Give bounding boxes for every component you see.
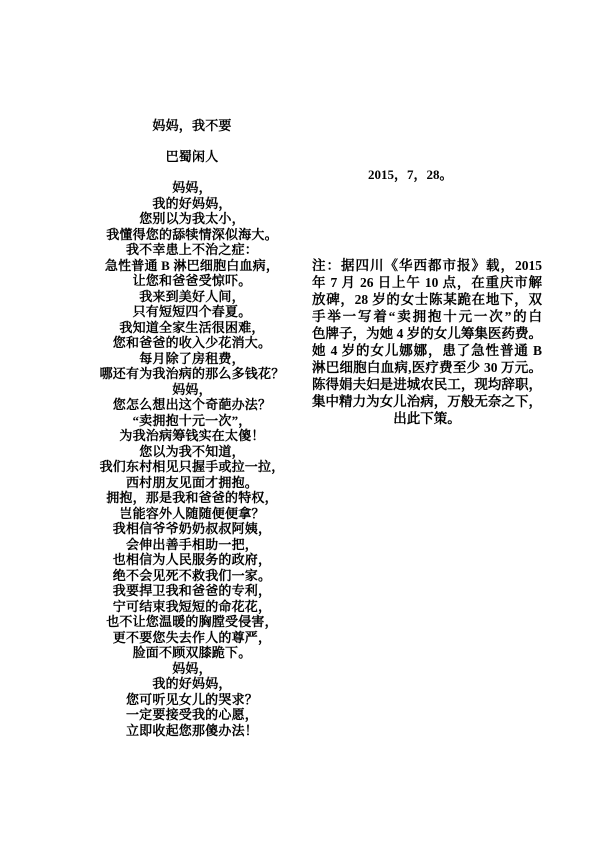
poem-line: 一定要接受我的心愿， [125,707,258,722]
note-paragraph [312,257,542,427]
poem-line: 我们东村相见只握手或拉一拉， [99,459,285,474]
poem-line: 我不幸患上不治之症： [125,242,258,257]
poem-line: 哪还有为我治病的那么多钱花？ [99,366,285,381]
poem-line: 我的好妈妈， [152,195,232,211]
note-line: 陈得娟夫妇是进城农民工，现均辞职， [312,377,542,392]
note-line: 手举一写着“卖拥抱十元一次”的白 [312,309,542,324]
poem-title: 妈妈，我不要 [152,118,232,133]
poem-line: 您以为我不知道， [139,443,245,459]
poem-line: 您别以为我太小， [139,211,245,226]
poem-column [60,118,324,738]
poem-line: 更不要您失去作人的尊严， [112,629,272,645]
poem-line: 只有短短四个春夏。 [132,304,252,319]
poem-line: 妈妈， [172,381,212,397]
note-line: 出此下策。 [393,411,461,426]
poem-line: 也相信为人民服务的政府， [112,552,272,567]
note-line: 年 7 月 26 日上午 10 点，在重庆市解 [312,275,542,290]
poem-line: 急性普通 B 淋巴细胞白血病， [104,257,280,273]
poem-line: 我懂得您的舔犊情深似海大。 [106,226,278,242]
note-line: 她 4 岁的女儿娜娜，患了急性普通 B [312,343,542,358]
poem-author: 巴蜀闲人 [165,149,219,164]
poem-line: 您和爸爸的收入少花消大。 [112,335,272,350]
poem-line: 也不让您温暖的胸膛受侵害， [106,614,278,629]
note-line: 注：据四川《华西都市报》载，2015 [312,258,542,273]
poem-line: 我知道全家生活很困难， [119,319,265,335]
poem-date: 2015，7，28。 [368,167,453,182]
poem-line: 会伸出善手相助一把， [125,536,258,552]
poem-line: 为我治病筹钱实在太傻！ [119,428,265,443]
poem-line: 岂能容外人随随便便拿？ [119,505,265,521]
poem-line: 让您和爸爸受惊吓。 [132,273,252,288]
poem-line: 妈妈， [172,180,212,195]
poem-line: 您可听见女儿的哭求？ [125,691,258,707]
poem-line: 立即收起您那傻办法！ [125,722,258,738]
poem-line: 我来到美好人间， [139,288,245,304]
note-line: 集中精力为女儿治病，万般无奈之下， [312,394,542,409]
poem-line: 每月除了房租费， [139,350,245,366]
note-line: 淋巴细胞白血病,医疗费至少 30 万元。 [312,360,542,375]
poem-line: 拥抱，那是我和爸爸的特权， [106,490,278,505]
poem-line: 我要捍卫我和爸爸的专利， [112,583,272,598]
poem-line: 宁可结束我短短的命花花， [112,598,272,614]
poem-line: 我相信爷爷奶奶叔叔阿姨， [112,521,272,536]
poem-line: 我的好妈妈， [152,676,232,691]
poem-line: 您怎么想出这个奇葩办法？ [112,397,272,412]
poem-line: 绝不会见死不救我们一家。 [112,567,272,583]
poem-line: “卖拥抱十元一次”， [132,412,252,428]
poem-body [60,180,324,738]
poem-line: 妈妈， [172,660,212,676]
poem-line: 脸面不顾双膝跪下。 [132,645,252,660]
note-line: 放碑，28 岁的女士陈某跪在地下，双 [312,292,542,307]
note-line: 色牌子，为她 4 岁的女儿筹集医药费。 [312,326,542,341]
poem-line: 西村朋友见面才拥抱。 [125,474,258,490]
